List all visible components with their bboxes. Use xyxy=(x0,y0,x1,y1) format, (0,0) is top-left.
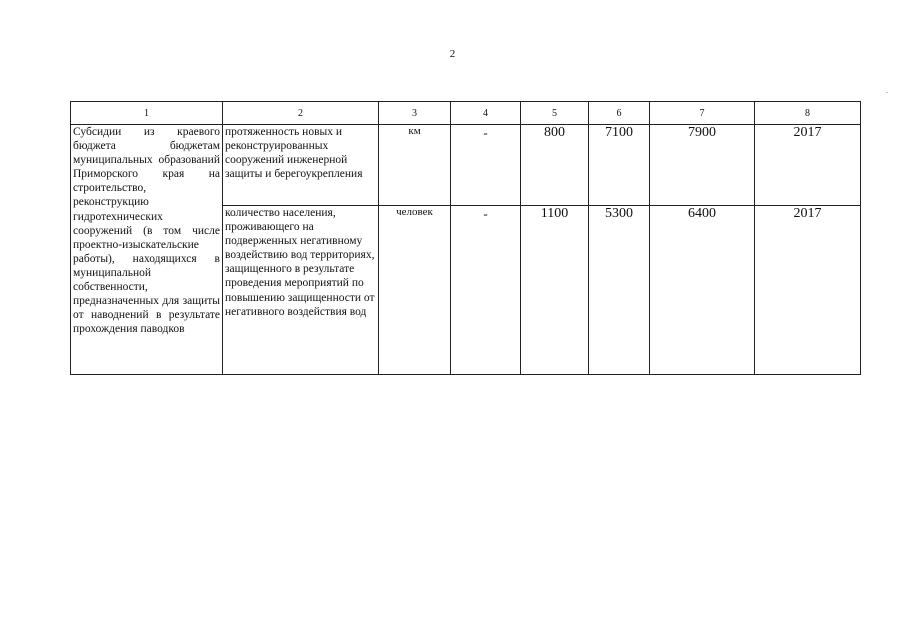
unit-of-measure: км xyxy=(379,125,451,206)
table-header-row xyxy=(71,102,861,125)
column-number-6: 6 xyxy=(589,102,650,125)
indicator-name: протяженность новых и реконструированных сооружений инженерной защиты и берегоукрепления xyxy=(223,125,379,206)
value-col5: 800 xyxy=(521,125,589,206)
column-number-4: 4 xyxy=(451,102,521,125)
column-number-5: 5 xyxy=(521,102,589,125)
value-col4: - xyxy=(451,206,521,375)
value-col6: 5300 xyxy=(589,206,650,375)
column-number-3: 3 xyxy=(379,102,451,125)
value-col6: 7100 xyxy=(589,125,650,206)
value-col7: 7900 xyxy=(650,125,755,206)
value-col7: 6400 xyxy=(650,206,755,375)
value-col4: - xyxy=(451,125,521,206)
indicator-name: количество населения, проживающего на подверженных негативному воздействию вод территориях, защищенного в результате проведения мероприятий по повышению защищенности от негативного воздействия вод xyxy=(223,206,379,375)
column-number-7: 7 xyxy=(650,102,755,125)
column-number-1: 1 xyxy=(71,102,223,125)
scan-mark: . xyxy=(886,86,888,95)
value-col8-year: 2017 xyxy=(755,206,861,375)
page-number: 2 xyxy=(449,48,456,60)
value-col5: 1100 xyxy=(521,206,589,375)
unit-of-measure: человек xyxy=(379,206,451,375)
table-row xyxy=(71,125,861,206)
subsidy-description: Субсидии из краевого бюджета бюджетам муниципальных образований Приморского края на строительство, реконструкцию гидротехнических сооружений (в том числе проектно-изыскательские работы), находящихся в муниципальной собственности, предназначенных для защиты от наводнений в результате прохождения паводков xyxy=(71,125,223,375)
column-number-2: 2 xyxy=(223,102,379,125)
column-number-8: 8 xyxy=(755,102,861,125)
value-col8-year: 2017 xyxy=(755,125,861,206)
indicators-table xyxy=(70,101,861,375)
